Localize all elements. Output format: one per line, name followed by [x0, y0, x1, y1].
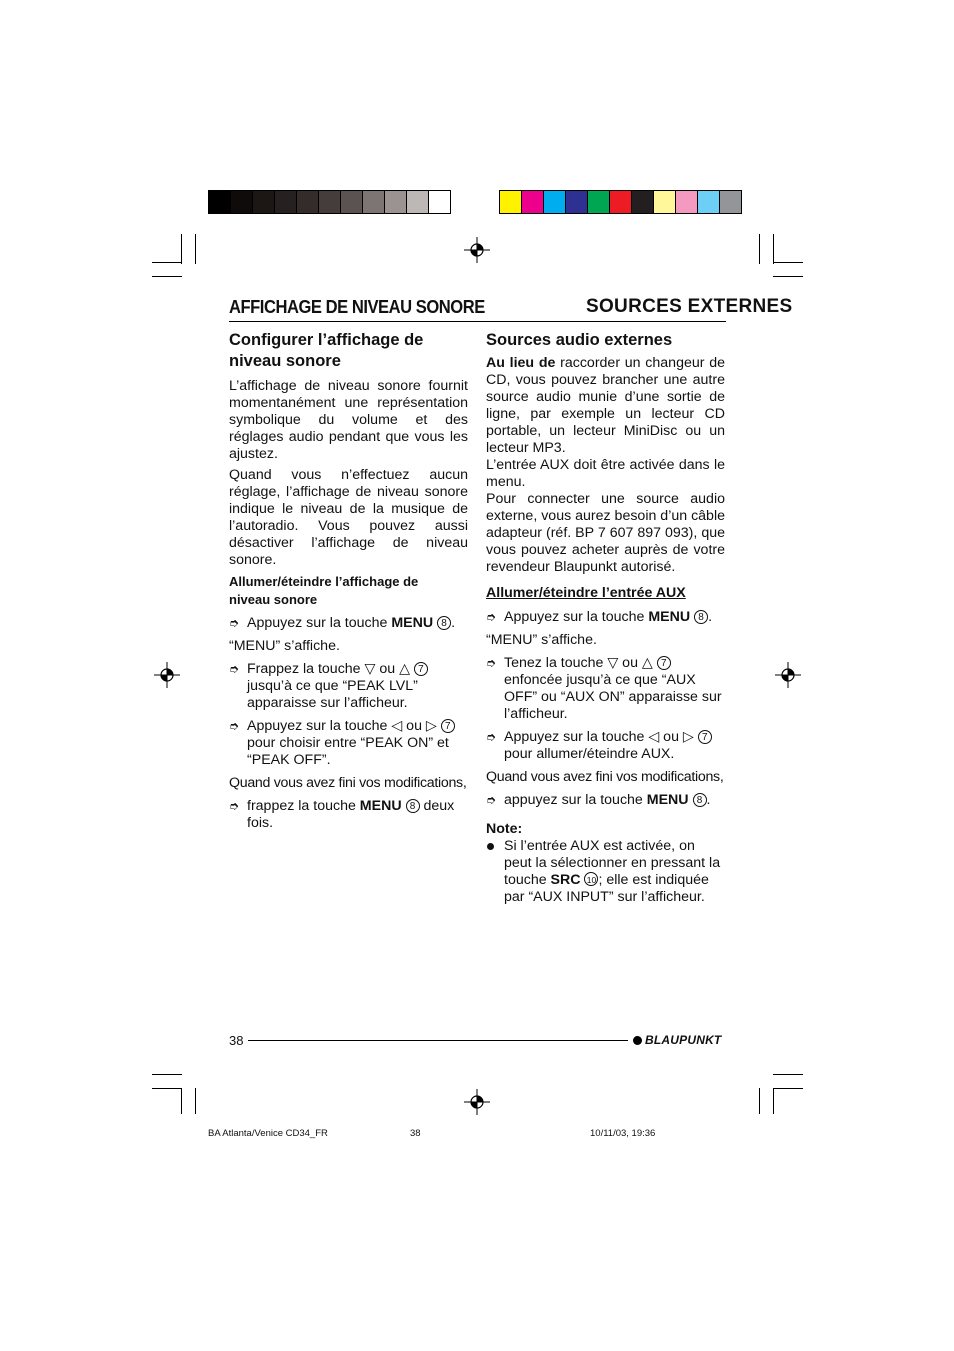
- crop-mark: [759, 1088, 760, 1114]
- color-swatch: [544, 191, 566, 213]
- logo-ball-icon: [633, 1036, 642, 1045]
- key-label: SRC: [550, 872, 581, 888]
- key-number-badge: 10: [584, 872, 598, 886]
- color-swatch: [698, 191, 720, 213]
- subheading-line: niveau sonore: [229, 592, 318, 607]
- color-swatch: [676, 191, 698, 213]
- instruction-step: [229, 798, 468, 832]
- step-text: Appuyez sur la touche: [504, 609, 649, 625]
- crop-mark: [773, 234, 774, 264]
- right-heading: Sources audio externes: [486, 331, 673, 349]
- left-column: [229, 330, 468, 838]
- note-text: ; elle est indiquée par “AUX INPUT” sur l’afficheur.: [504, 872, 709, 905]
- color-swatch: [297, 191, 319, 213]
- crop-mark: [759, 234, 760, 264]
- key-number-badge: 8: [437, 616, 451, 630]
- crop-mark: [773, 1088, 774, 1114]
- step-text: pour allumer/éteindre AUX.: [504, 746, 675, 762]
- note-label: [486, 821, 725, 838]
- note-item: [486, 838, 725, 906]
- brand-logo: [633, 1033, 721, 1047]
- key-label: MENU: [359, 798, 402, 814]
- key-label: MENU: [391, 615, 434, 631]
- slug-datetime: 10/11/03, 19:36: [590, 1128, 656, 1139]
- color-swatch: [385, 191, 407, 213]
- paragraph: Quand vous avez fini vos modifications,: [486, 769, 724, 785]
- step-text: Appuyez sur la touche ◁ ou ▷: [247, 718, 441, 734]
- key-label: MENU: [646, 792, 689, 808]
- page-number: 38: [229, 1033, 244, 1048]
- instruction-step: [229, 615, 468, 632]
- paragraph-text: raccorder un changeur de CD, vous pouvez brancher une autre source audio munie d’une sortie de ligne, par exemple un lecteur CD portable, un lecteur MiniDisc ou un lecteur MP3.: [486, 355, 725, 456]
- step-text: Tenez la touche ▽ ou △: [504, 655, 657, 671]
- crop-mark: [773, 1074, 803, 1075]
- color-swatch: [522, 191, 544, 213]
- crop-mark: [181, 1088, 182, 1114]
- arrow-icon: ➮: [486, 730, 497, 744]
- step-text: pour choisir entre “PEAK ON” et “PEAK OFF”.: [247, 735, 449, 768]
- step-text: jusqu’à ce que “PEAK LVL” apparaisse sur l’afficheur.: [247, 678, 418, 711]
- color-swatch: [654, 191, 676, 213]
- step-text: .: [706, 792, 711, 808]
- crop-mark: [773, 1088, 803, 1089]
- step-text: .: [451, 615, 456, 631]
- arrow-icon: ➮: [486, 793, 497, 807]
- step-text: Appuyez sur la touche ◁ ou ▷: [504, 729, 698, 745]
- color-swatch: [720, 191, 741, 213]
- registration-mark-icon: [464, 237, 490, 263]
- section-title-right: SOURCES EXTERNES: [586, 296, 793, 317]
- paragraph: Pour connecter une source audio externe, vous aurez besoin d’un câble adapteur (réf. BP 7 607 897 093), que vous pouvez acheter auprès de votre revendeur Blaupunkt autorisé.: [486, 491, 725, 575]
- color-swatch: [500, 191, 522, 213]
- slug-page: 38: [410, 1128, 421, 1139]
- step-text: frappez la touche: [247, 798, 360, 814]
- color-swatch: [275, 191, 297, 213]
- crop-mark: [773, 262, 803, 263]
- note-text: Si l’entrée AUX est activée, on peut la sélectionner en pressant la touche: [504, 838, 721, 888]
- color-swatch: [253, 191, 275, 213]
- emphasis-text: Au lieu de: [486, 355, 556, 371]
- instruction-step: [229, 718, 468, 769]
- step-text: enfoncée jusqu’à ce que “AUX OFF” ou “AUX ON” apparaisse sur l’afficheur.: [504, 672, 722, 722]
- color-swatch: [319, 191, 341, 213]
- key-number-badge: 7: [657, 656, 671, 670]
- status-text: “MENU” s’affiche.: [229, 638, 340, 654]
- instruction-step: [486, 729, 725, 763]
- crop-mark: [773, 276, 803, 277]
- key-number-badge: 8: [406, 799, 420, 813]
- section-title-left: AFFICHAGE DE NIVEAU SONORE: [229, 297, 485, 317]
- process-color-bar: [499, 190, 742, 214]
- crop-mark: [152, 262, 182, 263]
- slug-file: BA Atlanta/Venice CD34_FR: [208, 1128, 328, 1139]
- heading-line: Configurer l’affichage de: [229, 331, 424, 349]
- color-swatch: [588, 191, 610, 213]
- key-number-badge: 8: [693, 793, 707, 807]
- paragraph: L’entrée AUX doit être activée dans le menu.: [486, 457, 725, 490]
- step-text: deux fois.: [247, 798, 455, 831]
- key-number-badge: 7: [441, 719, 455, 733]
- color-swatch: [341, 191, 363, 213]
- key-label: MENU: [648, 609, 691, 625]
- status-text: “MENU” s’affiche.: [486, 632, 597, 648]
- key-number-badge: 7: [698, 730, 712, 744]
- subheading: [229, 573, 468, 609]
- step-text: Frappez la touche ▽ ou △: [247, 661, 414, 677]
- brand-name: BLAUPUNKT: [645, 1033, 722, 1047]
- paragraph: Quand vous n’effectuez aucun réglage, l’affichage de niveau sonore indique le niveau de la musique de l’autoradio. Vous pouvez aussi désactiver l’affichage de niveau sonore.: [229, 467, 468, 568]
- left-heading: [229, 330, 468, 372]
- crop-mark: [152, 1074, 182, 1075]
- right-column: [486, 330, 725, 906]
- color-swatch: [407, 191, 429, 213]
- crop-mark: [152, 276, 182, 277]
- key-number-badge: 8: [694, 610, 708, 624]
- step-text: .: [708, 609, 713, 625]
- color-swatch: [429, 191, 450, 213]
- arrow-icon: ➮: [486, 610, 497, 624]
- step-text: appuyez sur la touche: [504, 792, 647, 808]
- arrow-icon: ➮: [486, 656, 497, 670]
- color-swatch: [231, 191, 253, 213]
- crop-mark: [195, 234, 196, 264]
- subheading-line: Allumer/éteindre l’affichage de: [229, 574, 419, 589]
- step-text: Appuyez sur la touche: [247, 615, 392, 631]
- footer-rule: [248, 1040, 628, 1041]
- note-label-text: Note:: [486, 821, 523, 837]
- color-swatch: [610, 191, 632, 213]
- instruction-step: [486, 792, 725, 809]
- instruction-step: [486, 655, 725, 723]
- paragraph: Quand vous avez fini vos modifications,: [229, 775, 467, 791]
- paragraph: L’affichage de niveau sonore fournit momentanément une représentation symbolique du volume et des réglages audio pendant que vous les ajustez.: [229, 378, 468, 462]
- color-swatch: [566, 191, 588, 213]
- crop-mark: [181, 234, 182, 264]
- color-swatch: [632, 191, 654, 213]
- paragraph: [486, 355, 725, 457]
- grayscale-color-bar: [208, 190, 451, 214]
- key-number-badge: 7: [414, 662, 428, 676]
- registration-mark-icon: [154, 662, 180, 688]
- arrow-icon: ➮: [229, 719, 240, 733]
- crop-mark: [152, 1088, 182, 1089]
- registration-mark-icon: [775, 662, 801, 688]
- heading-line: niveau sonore: [229, 352, 341, 370]
- arrow-icon: ➮: [229, 616, 240, 630]
- header-rule: [229, 321, 726, 322]
- bullet-icon: [487, 843, 494, 850]
- instruction-step: [229, 661, 468, 712]
- registration-mark-icon: [464, 1089, 490, 1115]
- arrow-icon: ➮: [229, 662, 240, 676]
- color-swatch: [363, 191, 385, 213]
- crop-mark: [195, 1088, 196, 1114]
- instruction-step: [486, 609, 725, 626]
- arrow-icon: ➮: [229, 799, 240, 813]
- subheading: Allumer/éteindre l’entrée AUX: [486, 585, 686, 601]
- color-swatch: [209, 191, 231, 213]
